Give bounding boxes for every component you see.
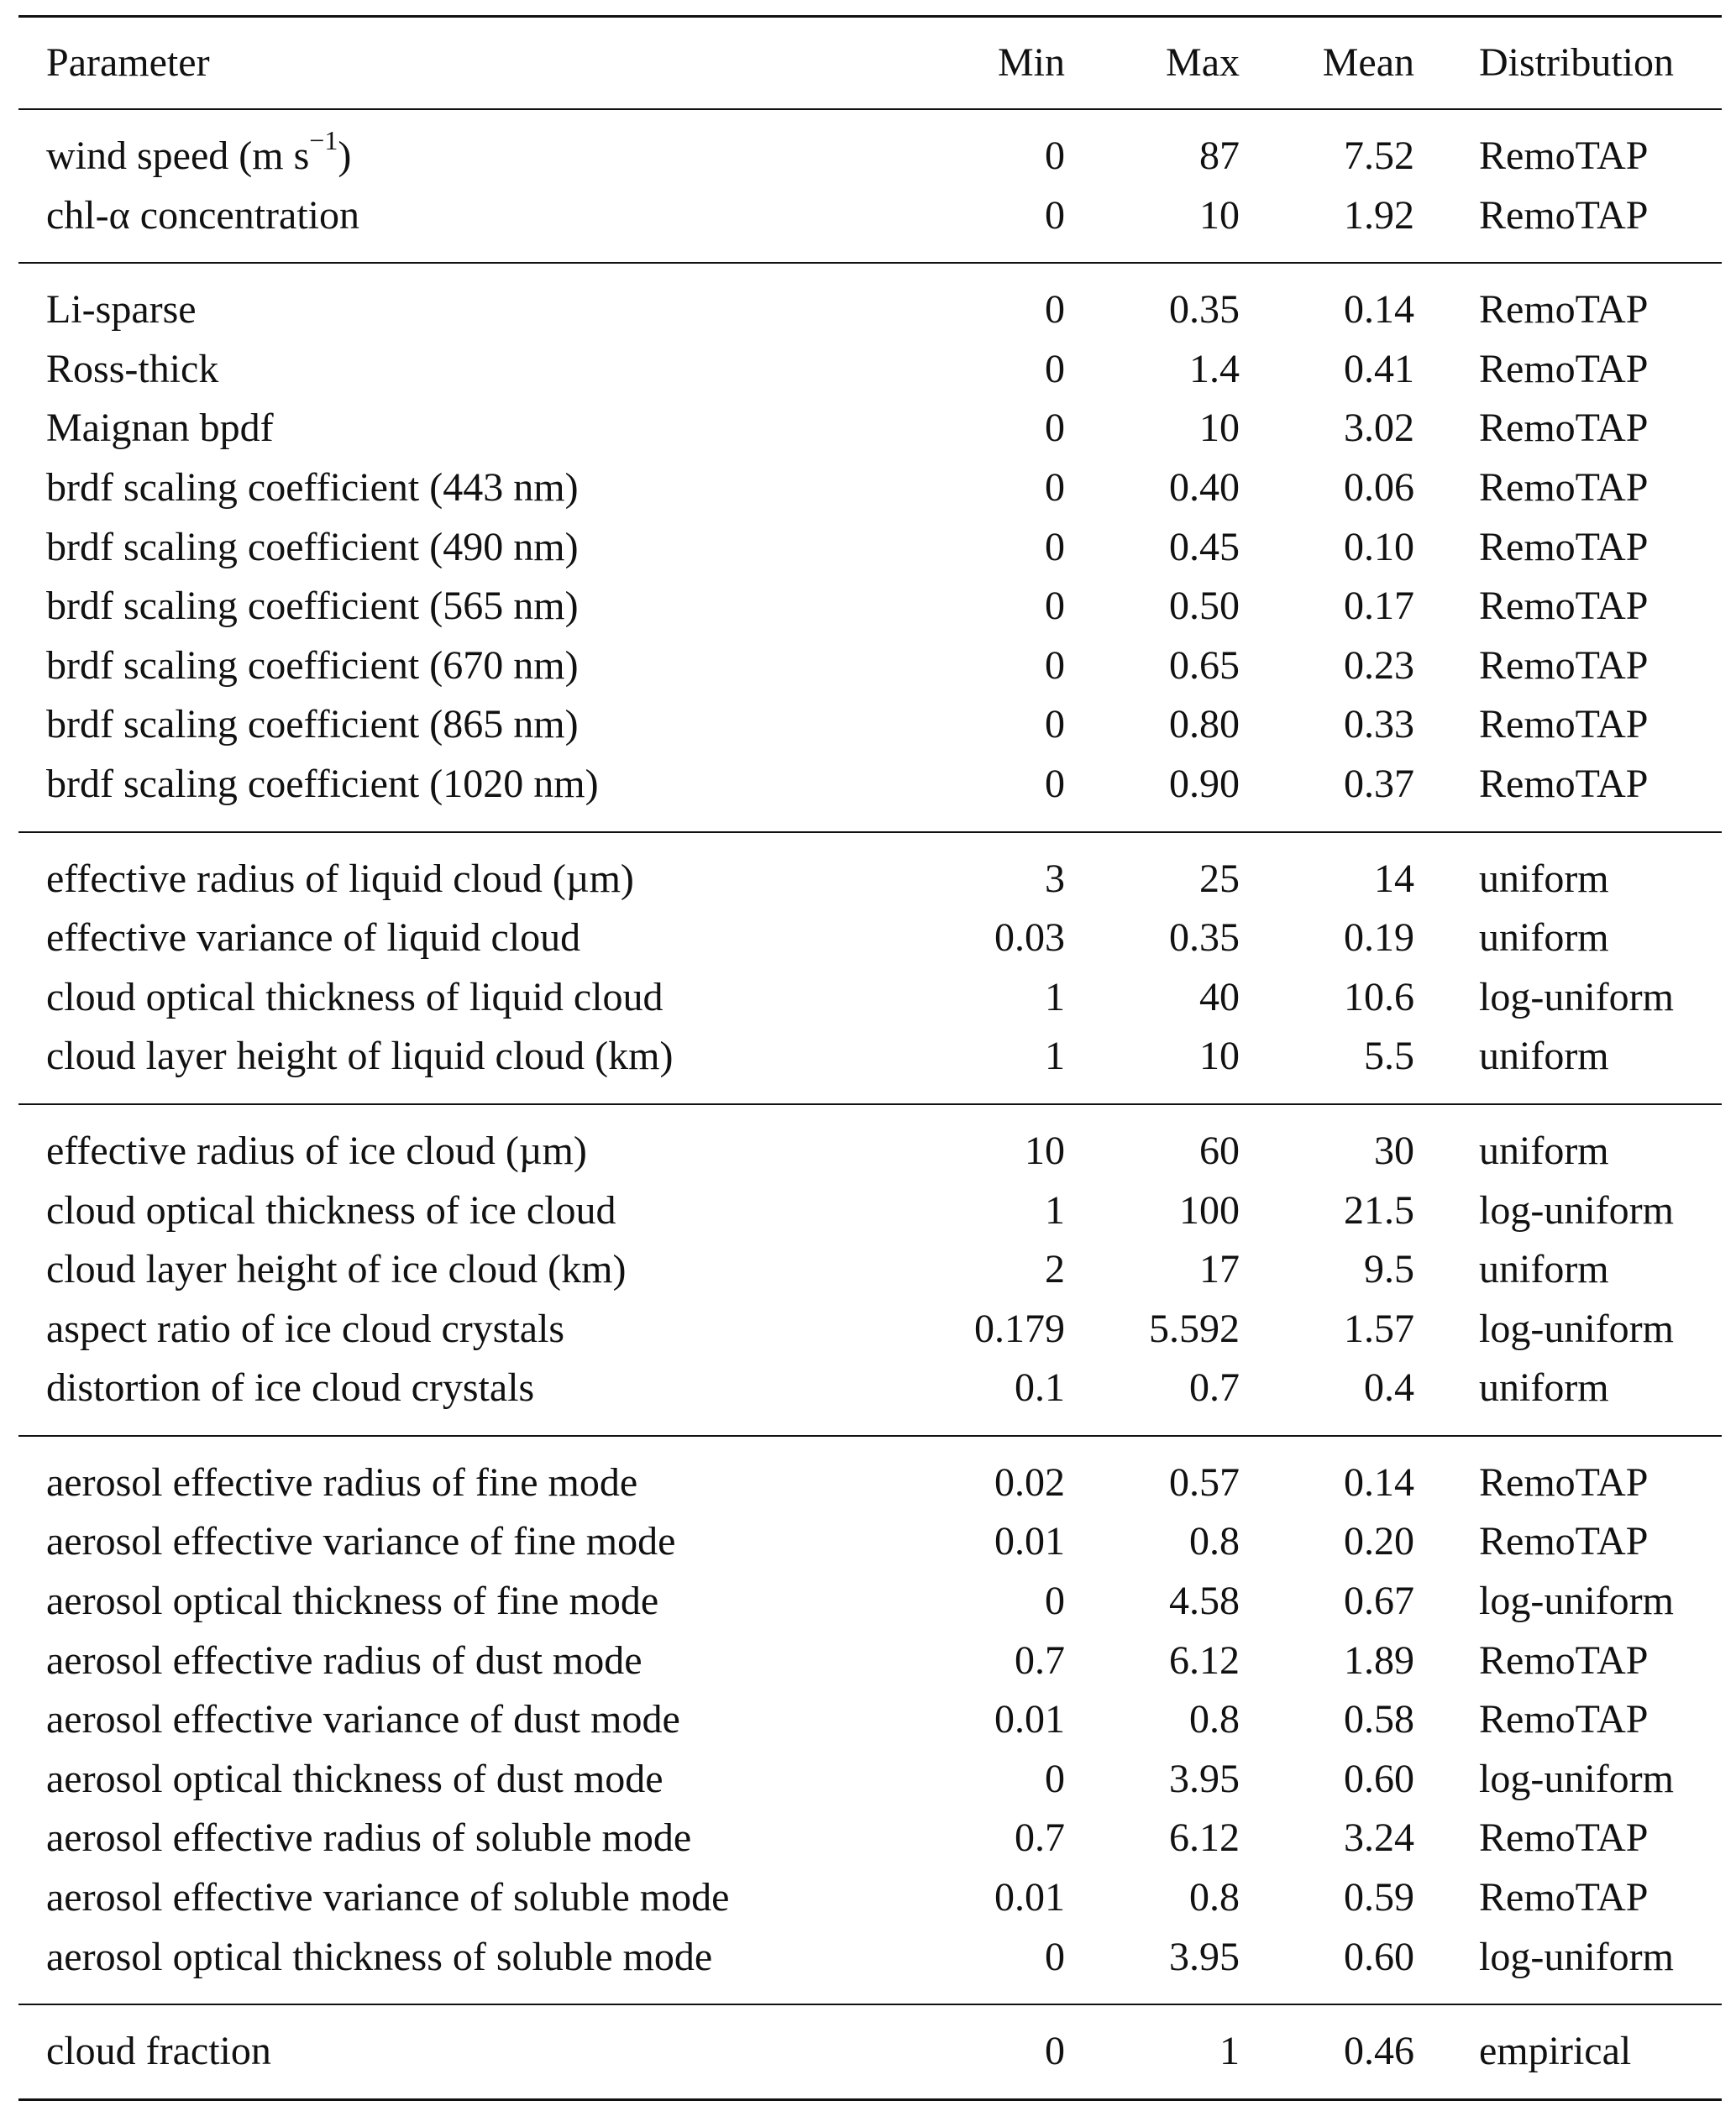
header-mean: Mean	[1322, 40, 1414, 85]
cell-parameter: cloud optical thickness of liquid cloud	[46, 974, 663, 1019]
cell-min: 0	[1045, 1756, 1065, 1801]
cell-max: 3.95	[1169, 1756, 1240, 1801]
header-parameter: Parameter	[46, 40, 210, 85]
cell-max: 60	[1199, 1128, 1240, 1173]
cell-distribution: RemoTAP	[1479, 346, 1649, 391]
cell-distribution: RemoTAP	[1479, 1519, 1649, 1564]
cell-mean: 7.52	[1344, 134, 1414, 178]
cell-max: 0.50	[1169, 584, 1240, 629]
cell-distribution: RemoTAP	[1479, 524, 1649, 569]
cell-parameter: brdf scaling coefficient (865 nm)	[46, 702, 579, 747]
cell-min: 2	[1045, 1247, 1065, 1292]
table-row	[18, 399, 1722, 458]
cell-min: 10	[1025, 1128, 1065, 1173]
cell-min: 0.1	[1015, 1365, 1065, 1411]
cell-parameter: cloud layer height of liquid cloud (km)	[46, 1034, 674, 1079]
table-row	[18, 109, 1722, 186]
cell-parameter: wind speed (m $s^{-1}$)	[46, 125, 352, 178]
cell-min: 0.01	[994, 1875, 1065, 1920]
cell-min: 1	[1045, 1034, 1065, 1079]
cell-mean: 5.5	[1364, 1034, 1414, 1079]
cell-max: 25	[1199, 856, 1240, 901]
table-row	[18, 695, 1722, 755]
cell-max: 3.95	[1169, 1934, 1240, 1979]
table-row	[18, 518, 1722, 578]
cell-distribution: RemoTAP	[1479, 406, 1649, 451]
cell-mean: 0.14	[1344, 1459, 1414, 1505]
cell-distribution: log-uniform	[1479, 1187, 1674, 1233]
cell-parameter: brdf scaling coefficient (565 nm)	[46, 584, 579, 629]
cell-mean: 0.23	[1344, 642, 1414, 688]
table-row	[18, 968, 1722, 1028]
cell-parameter: aspect ratio of ice cloud crystals	[46, 1306, 565, 1351]
cell-min: 0	[1045, 2029, 1065, 2074]
table-row	[18, 186, 1722, 264]
cell-min: 0	[1045, 134, 1065, 178]
cell-mean: 30	[1374, 1128, 1414, 1173]
cell-max: 0.8	[1189, 1875, 1240, 1920]
cell-max: 0.8	[1189, 1519, 1240, 1564]
table-row	[18, 1750, 1722, 1810]
cell-distribution: RemoTAP	[1479, 761, 1649, 806]
parameter-table-document	[18, 15, 1722, 2101]
cell-distribution: uniform	[1479, 1128, 1609, 1173]
cell-mean: 3.24	[1344, 1815, 1414, 1861]
table-row	[18, 458, 1722, 518]
table-row	[18, 1300, 1722, 1359]
row-group	[18, 1436, 1722, 2004]
cell-max: 4.58	[1169, 1579, 1240, 1624]
cell-parameter: brdf scaling coefficient (490 nm)	[46, 524, 579, 569]
cell-max: 0.8	[1189, 1697, 1240, 1742]
cell-min: 0	[1045, 1579, 1065, 1624]
row-group	[18, 263, 1722, 831]
row-group	[18, 1104, 1722, 1436]
cell-max: 6.12	[1169, 1637, 1240, 1683]
cell-parameter: Maignan bpdf	[46, 406, 274, 451]
cell-min: 0.01	[994, 1519, 1065, 1564]
cell-min: 0	[1045, 702, 1065, 747]
cell-max: 0.65	[1169, 642, 1240, 688]
cell-parameter: aerosol effective variance of fine mode	[46, 1519, 676, 1564]
cell-parameter: effective radius of ice cloud (µm)	[46, 1128, 587, 1173]
cell-distribution: uniform	[1479, 1034, 1609, 1079]
cell-mean: 0.10	[1344, 524, 1414, 569]
table-row	[18, 1104, 1722, 1181]
table-row	[18, 1572, 1722, 1632]
cell-distribution: RemoTAP	[1479, 642, 1649, 688]
cell-min: 0.7	[1015, 1637, 1065, 1683]
cell-distribution: log-uniform	[1479, 1306, 1674, 1351]
table-row	[18, 577, 1722, 637]
cell-parameter: aerosol effective variance of soluble mode	[46, 1875, 730, 1920]
cell-min: 3	[1045, 856, 1065, 901]
cell-max: 0.7	[1189, 1365, 1240, 1411]
cell-max: 0.35	[1169, 287, 1240, 333]
table-row	[18, 1359, 1722, 1436]
cell-mean: 0.37	[1344, 761, 1414, 806]
cell-parameter: effective radius of liquid cloud (µm)	[46, 856, 634, 901]
cell-mean: 0.20	[1344, 1519, 1414, 1564]
cell-min: 0.03	[994, 915, 1065, 961]
cell-parameter: aerosol optical thickness of soluble mode	[46, 1934, 713, 1979]
cell-min: 0.7	[1015, 1815, 1065, 1861]
cell-parameter: aerosol effective variance of dust mode	[46, 1697, 680, 1742]
cell-mean: 0.46	[1344, 2029, 1414, 2074]
cell-mean: 0.19	[1344, 915, 1414, 961]
cell-mean: 21.5	[1344, 1187, 1414, 1233]
cell-mean: 1.89	[1344, 1637, 1414, 1683]
header-distribution: Distribution	[1479, 40, 1675, 85]
cell-parameter: aerosol effective radius of fine mode	[46, 1459, 638, 1505]
cell-distribution: log-uniform	[1479, 1756, 1674, 1801]
cell-parameter: aerosol effective radius of soluble mode	[46, 1815, 692, 1861]
row-group	[18, 2004, 1722, 2099]
header-row	[18, 17, 1722, 110]
cell-mean: 0.67	[1344, 1579, 1414, 1624]
cell-mean: 0.4	[1364, 1365, 1414, 1411]
cell-max: 17	[1199, 1247, 1240, 1292]
cell-mean: 0.60	[1344, 1934, 1414, 1979]
cell-max: 10	[1199, 406, 1240, 451]
row-group	[18, 832, 1722, 1104]
cell-parameter: cloud layer height of ice cloud (km)	[46, 1247, 627, 1292]
cell-parameter: brdf scaling coefficient (443 nm)	[46, 464, 579, 510]
cell-max: 0.35	[1169, 915, 1240, 961]
cell-max: 10	[1199, 192, 1240, 238]
cell-distribution: RemoTAP	[1479, 1637, 1649, 1683]
cell-mean: 3.02	[1344, 406, 1414, 451]
cell-mean: 0.41	[1344, 346, 1414, 391]
cell-mean: 0.58	[1344, 1697, 1414, 1742]
cell-distribution: log-uniform	[1479, 1934, 1674, 1979]
cell-mean: 0.60	[1344, 1756, 1414, 1801]
cell-min: 0	[1045, 346, 1065, 391]
cell-max: 1	[1219, 2029, 1240, 2074]
cell-distribution: RemoTAP	[1479, 702, 1649, 747]
cell-mean: 1.92	[1344, 192, 1414, 238]
table-row	[18, 1809, 1722, 1868]
cell-mean: 0.59	[1344, 1875, 1414, 1920]
table-row	[18, 1027, 1722, 1104]
cell-min: 1	[1045, 974, 1065, 1019]
cell-min: 0	[1045, 287, 1065, 333]
table-row	[18, 909, 1722, 968]
cell-distribution: uniform	[1479, 1247, 1609, 1292]
table-row	[18, 1928, 1722, 2005]
table-row	[18, 1868, 1722, 1928]
cell-min: 0	[1045, 192, 1065, 238]
table-row	[18, 340, 1722, 400]
table-row	[18, 637, 1722, 696]
cell-distribution: RemoTAP	[1479, 1459, 1649, 1505]
cell-max: 5.592	[1149, 1306, 1240, 1351]
cell-parameter: cloud optical thickness of ice cloud	[46, 1187, 616, 1233]
cell-max: 100	[1179, 1187, 1240, 1233]
cell-distribution: RemoTAP	[1479, 464, 1649, 510]
cell-distribution: log-uniform	[1479, 1579, 1674, 1624]
table-row	[18, 755, 1722, 832]
cell-distribution: RemoTAP	[1479, 134, 1649, 178]
table-row	[18, 1181, 1722, 1241]
cell-parameter: Ross-thick	[46, 346, 219, 391]
cell-min: 0	[1045, 761, 1065, 806]
cell-parameter: chl-α concentration	[46, 192, 359, 238]
cell-max: 6.12	[1169, 1815, 1240, 1861]
cell-distribution: RemoTAP	[1479, 1815, 1649, 1861]
cell-min: 0	[1045, 524, 1065, 569]
table-row	[18, 1632, 1722, 1691]
cell-distribution: RemoTAP	[1479, 584, 1649, 629]
cell-max: 0.45	[1169, 524, 1240, 569]
table-row	[18, 1240, 1722, 1300]
cell-min: 0	[1045, 642, 1065, 688]
cell-min: 0.01	[994, 1697, 1065, 1742]
cell-max: 0.57	[1169, 1459, 1240, 1505]
cell-mean: 0.33	[1344, 702, 1414, 747]
cell-max: 1.4	[1189, 346, 1240, 391]
table-row	[18, 1512, 1722, 1572]
cell-min: 0.02	[994, 1459, 1065, 1505]
table-row	[18, 1436, 1722, 1513]
cell-max: 0.80	[1169, 702, 1240, 747]
cell-parameter: effective variance of liquid cloud	[46, 915, 581, 961]
header-max: Max	[1166, 40, 1240, 85]
table-row	[18, 263, 1722, 340]
row-group	[18, 109, 1722, 263]
cell-min: 0.179	[974, 1306, 1065, 1351]
cell-max: 10	[1199, 1034, 1240, 1079]
header-min: Min	[997, 40, 1065, 85]
cell-max: 87	[1199, 134, 1240, 178]
cell-parameter: Li-sparse	[46, 287, 197, 333]
cell-parameter: distortion of ice cloud crystals	[46, 1365, 535, 1411]
cell-parameter: cloud fraction	[46, 2029, 271, 2074]
cell-min: 0	[1045, 584, 1065, 629]
cell-max: 0.40	[1169, 464, 1240, 510]
table-row	[18, 2004, 1722, 2099]
cell-mean: 9.5	[1364, 1247, 1414, 1292]
cell-distribution: RemoTAP	[1479, 192, 1649, 238]
cell-parameter: aerosol optical thickness of fine mode	[46, 1579, 659, 1624]
cell-distribution: uniform	[1479, 1365, 1609, 1411]
cell-max: 0.90	[1169, 761, 1240, 806]
cell-mean: 0.14	[1344, 287, 1414, 333]
table-row	[18, 832, 1722, 909]
cell-distribution: uniform	[1479, 915, 1609, 961]
cell-distribution: RemoTAP	[1479, 287, 1649, 333]
cell-mean: 14	[1374, 856, 1414, 901]
cell-mean: 1.57	[1344, 1306, 1414, 1351]
cell-max: 40	[1199, 974, 1240, 1019]
cell-min: 1	[1045, 1187, 1065, 1233]
cell-parameter: brdf scaling coefficient (670 nm)	[46, 642, 579, 688]
cell-distribution: uniform	[1479, 856, 1609, 901]
cell-parameter: aerosol optical thickness of dust mode	[46, 1756, 663, 1801]
cell-mean: 10.6	[1344, 974, 1414, 1019]
cell-min: 0	[1045, 406, 1065, 451]
cell-distribution: log-uniform	[1479, 974, 1674, 1019]
table-header	[18, 17, 1722, 110]
table-row	[18, 1690, 1722, 1750]
cell-parameter: brdf scaling coefficient (1020 nm)	[46, 761, 599, 806]
cell-distribution: RemoTAP	[1479, 1697, 1649, 1742]
cell-min: 0	[1045, 464, 1065, 510]
cell-distribution: empirical	[1479, 2029, 1632, 2074]
cell-min: 0	[1045, 1934, 1065, 1979]
cell-mean: 0.06	[1344, 464, 1414, 510]
cell-parameter: aerosol effective radius of dust mode	[46, 1637, 642, 1683]
cell-mean: 0.17	[1344, 584, 1414, 629]
parameter-table	[18, 15, 1722, 2101]
cell-distribution: RemoTAP	[1479, 1875, 1649, 1920]
